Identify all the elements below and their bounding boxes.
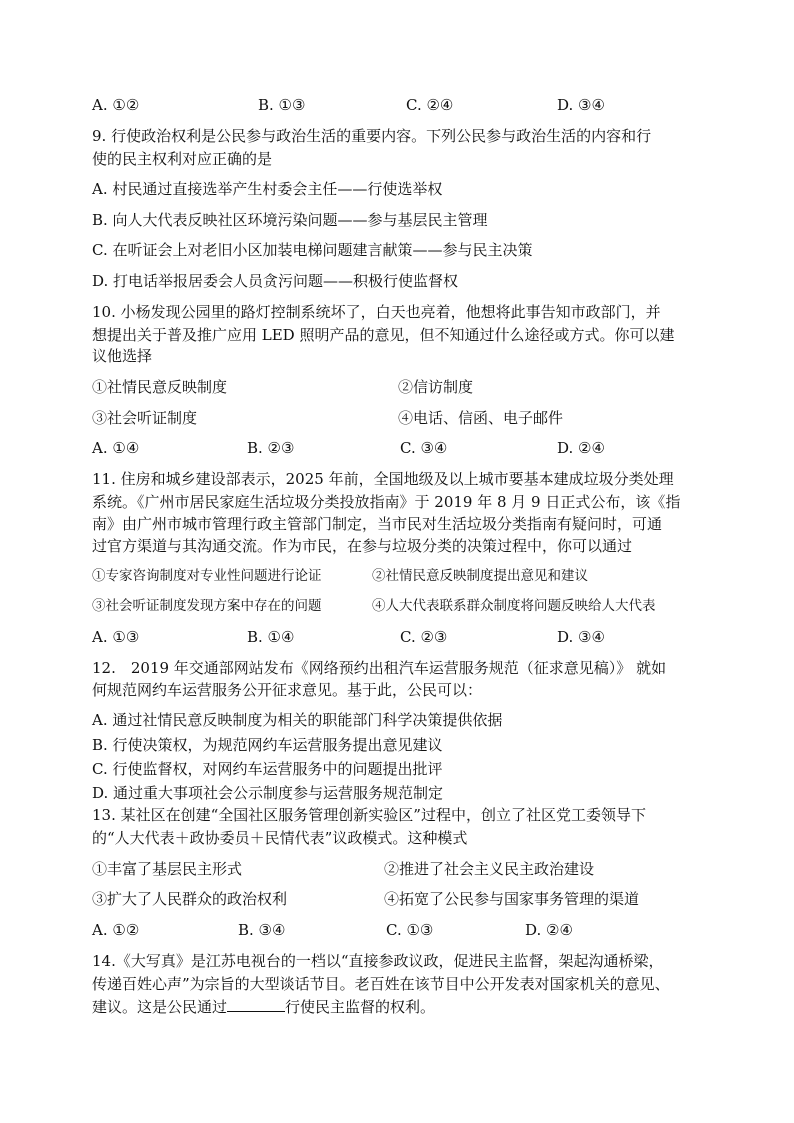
- q10-item-2: ②信访制度: [398, 378, 474, 396]
- q13-item-3: ③扩大了人民群众的政治权利: [92, 890, 288, 908]
- q13-option-a: A. ①②: [92, 921, 140, 939]
- q11-option-d: D. ③④: [557, 628, 605, 646]
- q13-item-1: ①丰富了基层民主形式: [92, 860, 243, 878]
- q9-choice-b: B. 向人大代表反映社区环境污染问题——参与基层民主管理: [92, 211, 488, 229]
- q13-stem-line-2: 的“人大代表＋政协委员＋民情代表”议政模式。这种模式: [92, 829, 468, 847]
- q13-option-d: D. ②④: [525, 921, 573, 939]
- q10-item-4: ④电话、信函、电子邮件: [398, 409, 564, 427]
- q9-choice-c: C. 在听证会上对老旧小区加装电梯问题建言献策——参与民主决策: [92, 241, 533, 259]
- q10-stem-line-3: 议他选择: [92, 347, 153, 365]
- q11-stem-line-2: 系统。《广州市居民家庭生活垃圾分类投放指南》于 2019 年 8 月 9 日正式公布，该《指: [92, 493, 681, 511]
- q11-stem-line-3: 南》由广州市城市管理行政主管部门制定，当市民对生活垃圾分类指南有疑问时，可通: [92, 515, 663, 533]
- q14-stem-line-3: [92, 997, 435, 1016]
- q12-choice-b: B. 行使决策权，为规范网约车运营服务提出意见建议: [92, 736, 443, 754]
- q8-option-c: C. ②④: [406, 96, 454, 114]
- q14-text-before-blank: 建议。这是公民通过: [92, 998, 228, 1016]
- q13-item-4: ④拓宽了公民参与国家事务管理的渠道: [384, 890, 640, 908]
- q14-answer-blank: [227, 997, 285, 1012]
- q14-stem-line-2: 传递百姓心声”为宗旨的大型谈话节目。老百姓在该节目中公开发表对国家机关的意见、: [92, 975, 670, 993]
- q10-item-3: ③社会听证制度: [92, 409, 198, 427]
- q11-item-2: ②社情民意反映制度提出意见和建议: [372, 568, 588, 584]
- q9-choice-d: D. 打电话举报居委会人员贪污问题——积极行使监督权: [92, 272, 459, 290]
- q9-stem-line-2: 使的民主权利对应正确的是: [92, 150, 273, 168]
- q12-choice-d: D. 通过重大事项社会公示制度参与运营服务规范制定: [92, 784, 444, 802]
- q10-stem-line-1: 10. 小杨发现公园里的路灯控制系统坏了，白天也亮着，他想将此事告知市政部门，并: [92, 303, 661, 321]
- q13-item-2: ②推进了社会主义民主政治建设: [384, 860, 595, 878]
- q11-item-4: ④人大代表联系群众制度将问题反映给人大代表: [372, 598, 656, 614]
- q11-option-a: A. ①③: [92, 628, 140, 646]
- q9-stem-line-1: 9. 行使政治权利是公民参与政治生活的重要内容。下列公民参与政治生活的内容和行: [92, 127, 652, 145]
- q14-stem-line-1: 14.《大写真》是江苏电视台的一档以“直接参政议政，促进民主监督，架起沟通桥梁，: [92, 952, 664, 970]
- q10-item-1: ①社情民意反映制度: [92, 378, 228, 396]
- q13-option-b: B. ③④: [238, 921, 286, 939]
- q11-item-3: ③社会听证制度发现方案中存在的问题: [92, 598, 322, 614]
- q13-option-c: C. ①③: [386, 921, 434, 939]
- q11-option-c: C. ②③: [400, 628, 448, 646]
- q10-option-c: C. ③④: [400, 439, 448, 457]
- q10-stem-line-2: 想提出关于普及推广应用 LED 照明产品的意见，但不知通过什么途径或方式。你可以建: [92, 326, 675, 344]
- q10-option-a: A. ①④: [92, 439, 140, 457]
- q11-stem-line-1: 11. 住房和城乡建设部表示，2025 年前，全国地级及以上城市要基本建成垃圾分类处理: [92, 470, 674, 488]
- q10-option-d: D. ②④: [557, 439, 605, 457]
- q8-option-d: D. ③④: [557, 96, 605, 114]
- q8-option-b: B. ①③: [258, 96, 306, 114]
- q12-stem-line-2: 何规范网约车运营服务公开征求意见。基于此，公民可以：: [92, 681, 483, 699]
- q11-item-1: ①专家咨询制度对专业性问题进行论证: [92, 568, 322, 584]
- q12-choice-c: C. 行使监督权，对网约车运营服务中的问题提出批评: [92, 760, 443, 778]
- q14-text-after-blank: 行使民主监督的权利。: [285, 998, 436, 1016]
- q12-stem-line-1: 12. 2019 年交通部网站发布《网络预约出租汽车运营服务规范（征求意见稿）》 就如: [92, 659, 667, 677]
- q10-option-b: B. ②③: [247, 439, 295, 457]
- q8-option-a: A. ①②: [92, 96, 140, 114]
- q13-stem-line-1: 13. 某社区在创建“全国社区服务管理创新实验区”过程中，创立了社区党工委领导下: [92, 806, 646, 824]
- q12-choice-a: A. 通过社情民意反映制度为相关的职能部门科学决策提供依据: [92, 711, 503, 729]
- q11-option-b: B. ①④: [247, 628, 295, 646]
- q9-choice-a: A. 村民通过直接选举产生村委会主任——行使选举权: [92, 180, 443, 198]
- q11-stem-line-4: 过官方渠道与其沟通交流。作为市民，在参与垃圾分类的决策过程中，你可以通过: [92, 537, 633, 555]
